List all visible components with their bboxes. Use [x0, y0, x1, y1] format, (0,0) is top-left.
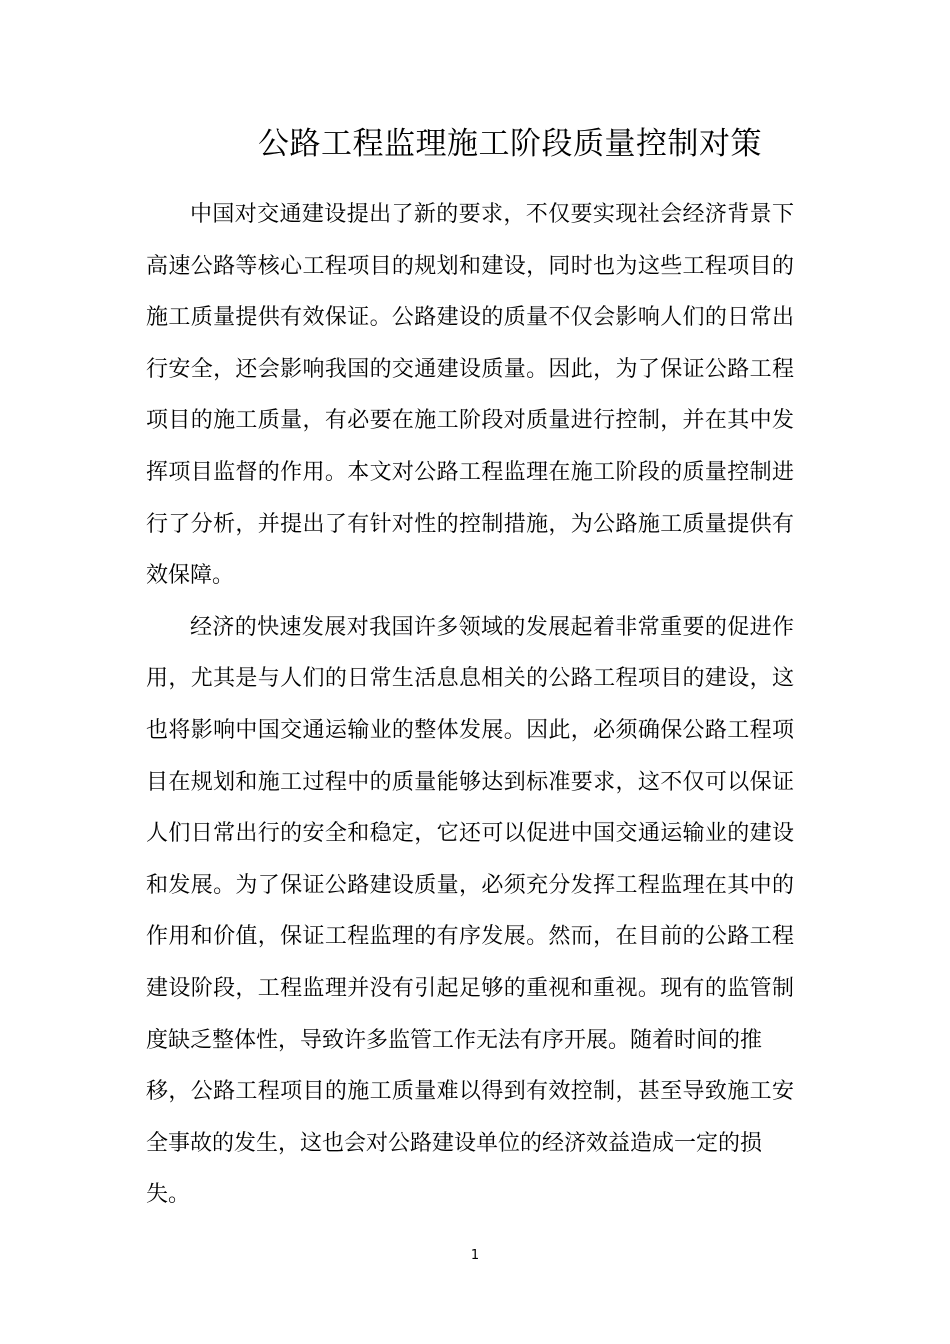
text-line: 度缺乏整体性，导致许多监管工作无法有序开展。随着时间的推: [146, 1027, 763, 1053]
text-line: 移，公路工程项目的施工质量难以得到有效控制，甚至导致施工安: [146, 1079, 794, 1105]
text-line: 和发展。为了保证公路建设质量，必须充分发挥工程监理在其中的: [146, 872, 794, 898]
text-line: 行安全，还会影响我国的交通建设质量。因此，为了保证公路工程: [146, 356, 794, 382]
page-number: 1: [470, 1248, 480, 1263]
text-line: 效保障。: [146, 563, 235, 589]
document-title: 公路工程监理施工阶段质量控制对策: [258, 126, 762, 162]
text-line: 挥项目监督的作用。本文对公路工程监理在施工阶段的质量控制进: [146, 459, 794, 485]
text-line: 行了分析，并提出了有针对性的控制措施，为公路施工质量提供有: [146, 511, 794, 537]
text-line: 项目的施工质量，有必要在施工阶段对质量进行控制，并在其中发: [146, 408, 794, 434]
text-line: 施工质量提供有效保证。公路建设的质量不仅会影响人们的日常出: [146, 305, 794, 331]
text-line: 失。: [146, 1182, 191, 1208]
text-line: 建设阶段，工程监理并没有引起足够的重视和重视。现有的监管制: [146, 975, 794, 1001]
paragraph-1: [146, 189, 794, 602]
text-line: 高速公路等核心工程项目的规划和建设，同时也为这些工程项目的: [146, 253, 794, 279]
text-line: 用，尤其是与人们的日常生活息息相关的公路工程项目的建设，这: [146, 666, 794, 692]
text-line: 经济的快速发展对我国许多领域的发展起着非常重要的促进作: [190, 614, 794, 640]
text-line: 中国对交通建设提出了新的要求，不仅要实现社会经济背景下: [190, 202, 794, 227]
text-line: 作用和价值，保证工程监理的有序发展。然而，在目前的公路工程: [146, 924, 794, 950]
text-line: 也将影响中国交通运输业的整体发展。因此，必须确保公路工程项: [146, 717, 794, 743]
text-line: 人们日常出行的安全和稳定，它还可以促进中国交通运输业的建设: [146, 821, 794, 847]
document-body: [146, 189, 794, 1221]
text-line: 目在规划和施工过程中的质量能够达到标准要求，这不仅可以保证: [146, 769, 794, 795]
paragraph-2: [146, 602, 794, 1221]
text-line: 全事故的发生，这也会对公路建设单位的经济效益造成一定的损: [146, 1130, 763, 1156]
